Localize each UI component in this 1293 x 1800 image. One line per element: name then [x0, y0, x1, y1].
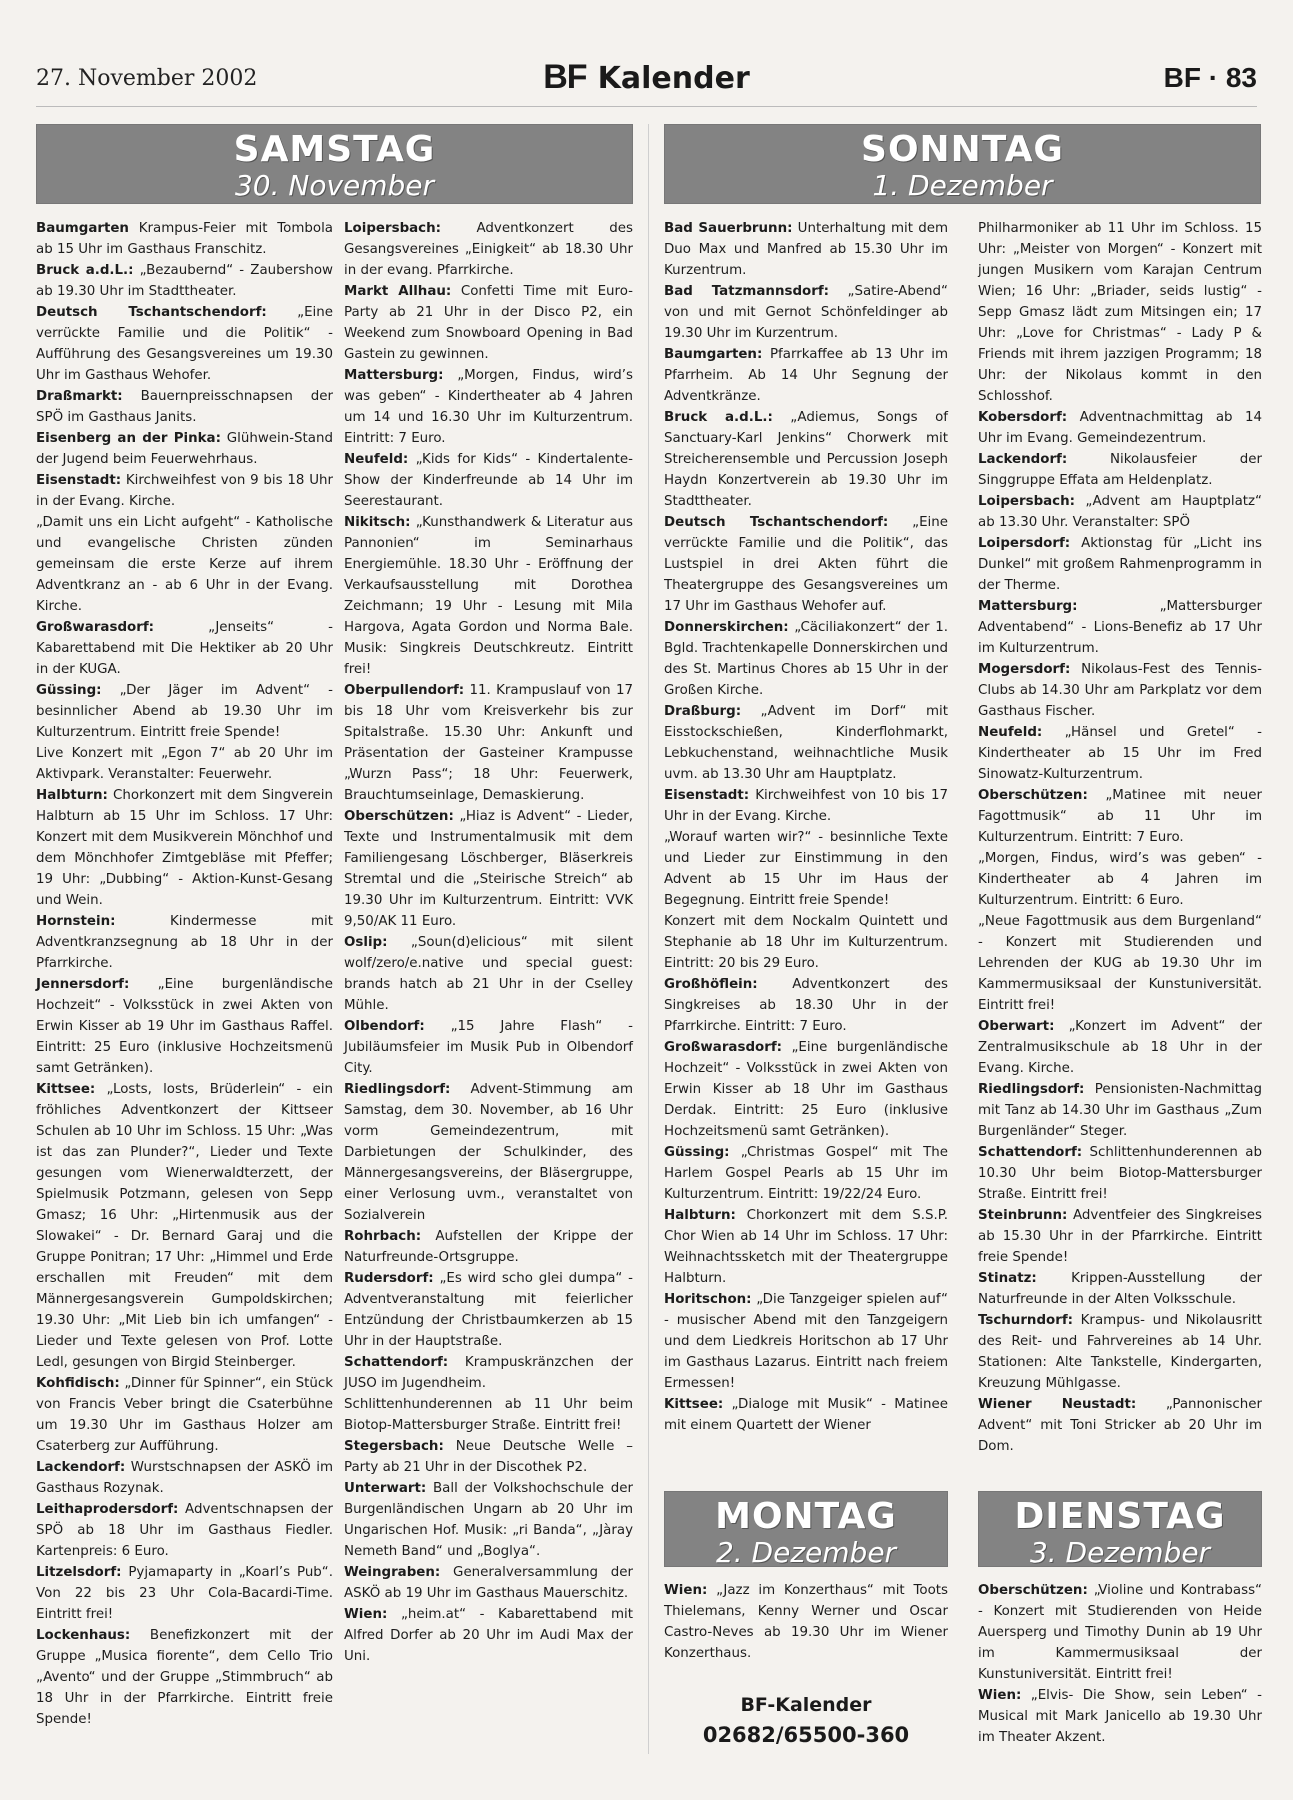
event-place: Oslip: [344, 935, 388, 950]
event-entry [36, 911, 333, 974]
banner-day: SAMSTAG [233, 129, 436, 170]
event-entry [978, 1394, 1262, 1457]
event-entry [344, 932, 633, 1016]
event-text: „15 Jahre Flash“ - Jubiläumsfeier im Musik Pub in Olbendorf City. [344, 1019, 633, 1076]
event-place: Steinbrunn: [978, 1208, 1068, 1223]
event-entry [344, 1352, 633, 1394]
event-entry [36, 428, 333, 470]
event-place: Oberschützen: [978, 1583, 1088, 1598]
event-place: Kittsee: [664, 1397, 724, 1412]
contact-box [664, 1690, 948, 1750]
event-text: „Dialoge mit Musik“ - Matinee mit einem Quartett der Wiener [664, 1397, 948, 1433]
event-place: Lockenhaus: [36, 1628, 131, 1643]
event-place: Hornstein: [36, 914, 116, 929]
event-place: Baumgarten: [664, 347, 763, 362]
event-text: „Jenseits“ - Kabarettabend mit Die Hektiker ab 20 Uhr in der KUGA. [36, 620, 333, 677]
event-entry [36, 1079, 333, 1373]
event-entry [36, 1373, 333, 1457]
event-place: Neufeld: [344, 452, 409, 467]
event-entry [36, 512, 333, 617]
section-title: Kalender [597, 61, 750, 96]
event-text: Schlittenhunderennen ab 11 Uhr beim Biotop-Mattersburger Straße. Eintritt frei! [344, 1397, 633, 1433]
event-entry [36, 785, 333, 911]
event-entry [344, 680, 633, 806]
event-text: Kirchweihfest von 10 bis 17 Uhr in der Evang. Kirche. [664, 788, 948, 824]
event-text: Kirchweihfest von 9 bis 18 Uhr in der Evang. Kirche. [36, 473, 333, 509]
event-entry [664, 512, 948, 617]
event-entry [978, 785, 1262, 848]
event-place: Schattendorf: [978, 1145, 1083, 1160]
event-place: Draßmarkt: [36, 389, 123, 404]
event-text: „Advent am Hauptplatz“ ab 13.30 Uhr. Veranstalter: SPÖ [978, 494, 1262, 530]
banner-dienstag [978, 1491, 1262, 1567]
event-entry [36, 218, 333, 260]
event-entry [978, 533, 1262, 596]
event-text: Philharmoniker ab 11 Uhr im Schloss. 15 Uhr: „Meister von Morgen“ - Konzert mit jungen Musikern vom Karajan Centrum Wien; 16 Uhr: „Briader, seids lustig“ - Sepp Gmasz lädt zum Mitsingen ein; 17 Uhr: „Love for Christmas“ - Lady P & Friends mit ihrem jazzigen Programm; 18 Uhr: der Nikolaus kommt in den Schlosshof. [978, 221, 1262, 404]
event-entry [664, 701, 948, 785]
event-place: Kohfidisch: [36, 1376, 120, 1391]
event-entry [978, 1016, 1262, 1079]
event-text: Nikolaus-Fest des Tennis-Clubs ab 14.30 Uhr am Parkplatz vor dem Gasthaus Fischer. [978, 662, 1262, 719]
event-entry [664, 1205, 948, 1289]
event-entry [978, 596, 1262, 659]
event-text: Unterhaltung mit dem Duo Max und Manfred ab 15.30 Uhr im Kurzentrum. [664, 221, 948, 278]
event-text: Pensionisten-Nachmittag mit Tanz ab 14.30 Uhr im Gasthaus „Zum Burgenländer“ Steger. [978, 1082, 1262, 1139]
event-entry [344, 512, 633, 680]
event-entry [978, 1685, 1262, 1748]
event-entry [664, 911, 948, 974]
event-place: Jennersdorf: [36, 977, 130, 992]
event-entry [344, 449, 633, 512]
event-entry [664, 344, 948, 407]
event-place: Großhöflein: [664, 977, 758, 992]
event-place: Leithaprodersdorf: [36, 1502, 179, 1517]
event-entry [978, 1205, 1262, 1268]
event-entry [978, 449, 1262, 491]
event-entry [344, 1394, 633, 1436]
event-entry [36, 1562, 333, 1625]
event-place: Horitschon: [664, 1292, 752, 1307]
event-text: „Bezaubernd“ - Zaubershow ab 19.30 Uhr im Stadttheater. [36, 263, 333, 299]
event-text: Pyjamaparty in „Koarl’s Pub“. Von 22 bis 23 Uhr Cola-Bacardi-Time. Eintritt frei! [36, 1565, 333, 1622]
event-entry [664, 1289, 948, 1394]
event-text: „Dinner für Spinner“, ein Stück von Francis Veber bringt die Csaterbühne um 19.30 Uhr im Gasthaus Holzer am Csaterberg zur Aufführung. [36, 1376, 333, 1454]
event-entry [36, 470, 333, 512]
banner-day: DIENSTAG [1014, 1496, 1226, 1537]
event-place: Donnerskirchen: [664, 620, 789, 635]
event-text: Krippen-Ausstellung der Naturfreunde in der Alten Volksschule. [978, 1271, 1262, 1307]
header-rule [36, 106, 1257, 107]
event-text: Advent-Stimmung am Samstag, dem 30. November, ab 16 Uhr vorm Gemeindezentrum, mit Darbietungen der Schulkinder, des Männergesangsvereins, der Bläsergruppe, einer Verlosung uvm., veranstaltet von Sozialverein [344, 1082, 633, 1223]
event-text: „Satire-Abend“ von und mit Gernot Schönfeldinger ab 19.30 Uhr im Kurzentrum. [664, 284, 948, 341]
column-montag [664, 1580, 948, 1664]
event-text: „Jazz im Konzerthaus“ mit Toots Thielemans, Kenny Werner und Oscar Castro-Neves ab 19.30 Uhr im Wiener Konzerthaus. [664, 1583, 948, 1661]
event-place: Halbturn: [664, 1208, 736, 1223]
event-place: Wien: [978, 1688, 1022, 1703]
event-entry [978, 1268, 1262, 1310]
event-entry [36, 260, 333, 302]
event-entry [664, 785, 948, 827]
event-text: „Mattersburger Adventabend“ - Lions-Benefiz ab 17 Uhr im Kulturzentrum. [978, 599, 1262, 656]
banner-date: 30. November [234, 169, 435, 202]
event-entry [664, 827, 948, 911]
event-place: Wien: [664, 1583, 708, 1598]
event-text: Chorkonzert mit dem Singverein Halbturn ab 15 Uhr im Schloss. 17 Uhr: Konzert mit dem Musikverein Mönchhof und dem Mönchhofer Zimtgebläse mit Pfeffer; 19 Uhr: „Dubbing“ - Aktion-Kunst-Gesang und Wein. [36, 788, 333, 908]
banner-sonntag [664, 124, 1261, 204]
event-place: Deutsch Tschantschendorf: [36, 305, 267, 320]
event-text: Adventkonzert des Gesangsvereines „Einigkeit“ ab 18.30 Uhr in der evang. Pfarrkirche. [344, 221, 633, 278]
event-text: Glühwein-Stand der Jugend beim Feuerwehrhaus. [36, 431, 333, 467]
event-place: Rohrbach: [344, 1229, 422, 1244]
event-place: Riedlingsdorf: [344, 1082, 451, 1097]
event-entry [978, 1580, 1262, 1685]
event-text: Krampuskränzchen der JUSO im Jugendheim. [344, 1355, 633, 1391]
event-text: „Der Jäger im Advent“ - besinnlicher Abend ab 19.30 Uhr im Kulturzentrum. Eintritt freie Spende! [36, 683, 333, 740]
column-samstag-2 [344, 218, 633, 1667]
event-entry [344, 1226, 633, 1268]
event-place: Loipersdorf: [978, 536, 1071, 551]
event-place: Mogersdorf: [978, 662, 1071, 677]
event-entry [344, 806, 633, 932]
event-text: „Soun(d)elicious“ mit silent wolf/zero/e.native und special guest: brands hatch ab 21 Uhr in der Cselley Mühle. [344, 935, 633, 1013]
event-entry [664, 281, 948, 344]
event-text: „Eine burgenländische Hochzeit“ - Volksstück in zwei Akten von Erwin Kisser ab 18 Uhr im Gasthaus Derdak. Eintritt: 25 Euro (inklusive Hochzeitsmenü samt Getränken). [664, 1040, 948, 1139]
event-entry [36, 1625, 333, 1730]
event-place: Markt Allhau: [344, 284, 452, 299]
event-text: „heim.at“ - Kabarettabend mit Alfred Dorfer ab 20 Uhr im Audi Max der Uni. [344, 1607, 633, 1664]
event-entry [36, 1457, 333, 1499]
event-entry [36, 302, 333, 386]
event-text: „Morgen, Findus, wird’s was geben“ - Kindertheater ab 4 Jahren im Kulturzentrum. Eintritt: 6 Euro. [978, 851, 1262, 908]
event-entry [664, 1580, 948, 1664]
event-place: Stinatz: [978, 1271, 1037, 1286]
event-entry [344, 1436, 633, 1478]
event-entry [344, 281, 633, 365]
event-entry [978, 722, 1262, 785]
event-text: Ball der Volkshochschule der Burgenländischen Ungarn ab 20 Uhr im Ungarischen Hof. Musik: „ri Banda“, „Jàray Nemeth Band“ und „Boglya“. [344, 1481, 633, 1559]
event-entry [36, 386, 333, 428]
event-place: Stegersbach: [344, 1439, 444, 1454]
event-text: „Hänsel und Gretel“ - Kindertheater ab 15 Uhr im Fred Sinowatz-Kulturzentrum. [978, 725, 1262, 782]
event-place: Tschurndorf: [978, 1313, 1074, 1328]
event-entry [664, 1037, 948, 1142]
event-text: „Eine verrückte Familie und die Politik“ - Aufführung des Gesangsvereines um 19.30 Uhr im Gasthaus Wehofer. [36, 305, 333, 383]
event-text: „Adiemus, Songs of Sanctuary-Karl Jenkins“ Chorwerk mit Streicherensemble und Percussion Joseph Haydn Konzertverein ab 19.30 Uhr im Stadttheater. [664, 410, 948, 509]
masthead [0, 58, 1293, 97]
banner-day: SONNTAG [861, 129, 1064, 170]
event-entry [978, 848, 1262, 911]
column-rule [648, 124, 649, 1754]
event-entry [978, 407, 1262, 449]
event-place: Eisenstadt: [36, 473, 122, 488]
event-place: Draßburg: [664, 704, 742, 719]
event-text: „Advent im Dorf“ mit Eisstockschießen, Kinderflohmarkt, Lebkuchenstand, weihnachtliche Musik uvm. ab 13.30 Uhr am Hauptplatz. [664, 704, 948, 782]
event-text: Aktionstag für „Licht ins Dunkel“ mit großem Rahmenprogramm in der Therme. [978, 536, 1262, 593]
column-sonntag-1 [664, 218, 948, 1436]
event-place: Oberpullendorf: [344, 683, 465, 698]
event-place: Wien: [344, 1607, 388, 1622]
event-text: Nikolausfeier der Singgruppe Effata am Heldenplatz. [978, 452, 1262, 488]
event-entry [664, 1394, 948, 1436]
banner-date: 1. Dezember [872, 169, 1053, 202]
event-place: Riedlingsdorf: [978, 1082, 1085, 1097]
event-text: „Morgen, Findus, wird’s was geben“ - Kindertheater ab 4 Jahren um 14 und 16.30 Uhr im Kulturzentrum. Eintritt: 7 Euro. [344, 368, 633, 446]
event-place: Neufeld: [978, 725, 1043, 740]
event-text: „Worauf warten wir?“ - besinnliche Texte und Lieder zur Einstimmung in den Advent ab 15 Uhr im Haus der Begegnung. Eintritt freie Spende! [664, 830, 948, 908]
event-entry [344, 1268, 633, 1352]
event-entry [978, 911, 1262, 1016]
contact-title: BF-Kalender [740, 1694, 872, 1716]
event-place: Halbturn: [36, 788, 108, 803]
event-entry [978, 1079, 1262, 1142]
event-entry [978, 491, 1262, 533]
event-text: Generalversammlung der ASKÖ ab 19 Uhr im Gasthaus Mauerschitz. [344, 1565, 633, 1601]
event-entry [978, 1142, 1262, 1205]
event-text: „Kids for Kids“ - Kindertalente-Show der Kinderfreunde ab 14 Uhr im Seerestaurant. [344, 452, 633, 509]
event-text: „Pannonischer Advent“ mit Toni Stricker ab 20 Uhr im Dom. [978, 1397, 1262, 1454]
event-entry [664, 407, 948, 512]
event-text: Confetti Time mit Euro-Party ab 21 Uhr in der Disco P2, ein Weekend zum Snowboard Opening in Bad Gastein zu gewinnen. [344, 284, 633, 362]
event-text: Wurstschnapsen der ASKÖ im Gasthaus Rozynak. [36, 1460, 333, 1496]
event-text: Benefizkonzert mit der Gruppe „Musica fiorente“, dem Cello Trio „Avento“ und der Gruppe „Stimmbruch“ ab 18 Uhr in der Pfarrkirche. Eintritt freie Spende! [36, 1628, 333, 1727]
issue-date: 27. November 2002 [36, 66, 258, 91]
column-samstag-1 [36, 218, 333, 1730]
event-text: Bauernpreisschnapsen der SPÖ im Gasthaus Janits. [36, 389, 333, 425]
page-number: BF · 83 [1163, 62, 1257, 93]
event-text: „Matinee mit neuer Fagottmusik“ ab 11 Uhr im Kulturzentrum. Eintritt: 7 Euro. [978, 788, 1262, 845]
brand-logo: BF [543, 58, 587, 96]
event-text: „Christmas Gospel“ mit The Harlem Gospel Pearls ab 15 Uhr im Kulturzentrum. Eintritt: 19/22/24 Euro. [664, 1145, 948, 1202]
banner-date: 3. Dezember [1029, 1536, 1211, 1569]
column-dienstag [978, 1580, 1262, 1748]
event-place: Bruck a.d.L.: [36, 263, 134, 278]
event-text: Krampus- und Nikolausritt des Reit- und Fahrvereines ab 14 Uhr. Stationen: Alte Tankstelle, Kindergarten, Kreuzung Mühlgasse. [978, 1313, 1262, 1391]
event-place: Wiener Neustadt: [978, 1397, 1137, 1412]
event-entry [344, 365, 633, 449]
event-place: Loipersbach: [344, 221, 442, 236]
event-place: Baumgarten [36, 221, 129, 236]
event-place: Bad Sauerbrunn: [664, 221, 793, 236]
event-text: Konzert mit dem Nockalm Quintett und Stephanie ab 18 Uhr im Kulturzentrum. Eintritt: 20 bis 29 Euro. [664, 914, 948, 971]
event-place: Nikitsch: [344, 515, 411, 530]
event-text: Schlittenhunderennen ab 10.30 Uhr beim Biotop-Mattersburger Straße. Eintritt frei! [978, 1145, 1262, 1202]
event-place: Güssing: [664, 1145, 730, 1160]
event-entry [344, 1562, 633, 1604]
event-text: „Die Tanzgeiger spielen auf“ - musischer Abend mit den Tanzgeigern und dem Liedkreis Horitschon ab 17 Uhr im Gasthaus Lazarus. Eintritt nach freiem Ermessen! [664, 1292, 948, 1391]
event-place: Lackendorf: [978, 452, 1068, 467]
event-place: Litzelsdorf: [36, 1565, 122, 1580]
event-text: „Losts, losts, Brüderlein“ - ein fröhliches Adventkonzert der Kittseer Schulen ab 10 Uhr im Schloss. 15 Uhr: „Was ist das zan Plunder?“, Lieder und Texte gesungen vom Wienerwaldterzett, der Spielmusik Potzmann, gelesen von Sepp Gmasz; 16 Uhr: „Hirtenmusik aus der Slowakei“ - Dr. Bernard Garaj und die Gruppe Ponitran; 17 Uhr: „Himmel und Erde erschallen mit Freuden“ mit dem Männergesangsverein Gumpoldskirchen; 19.30 Uhr: „Mit Lieb bin ich umfangen“ - Lieder und Texte gelesen von Prof. Lotte Ledl, gesungen von Birgid Steinberger. [36, 1082, 333, 1370]
event-entry [36, 974, 333, 1079]
event-text: Aufstellen der Krippe der Naturfreunde-Ortsgruppe. [344, 1229, 633, 1265]
event-place: Großwarasdorf: [36, 620, 155, 635]
event-text: „Elvis- Die Show, sein Leben“ - Musical mit Mark Janicello ab 19.30 Uhr im Theater Akzent. [978, 1688, 1262, 1745]
event-place: Lackendorf: [36, 1460, 126, 1475]
event-place: Mattersburg: [978, 599, 1078, 614]
event-text: „Neue Fagottmusik aus dem Burgenland“ - Konzert mit Studierenden und Lehrenden der KUG ab 19.30 Uhr im Kammermusiksaal der Kunstuniversität. Eintritt frei! [978, 914, 1262, 1013]
event-entry [344, 1478, 633, 1562]
event-text: „Es wird scho glei dumpa“ - Adventveranstaltung mit feierlicher Entzündung der Christbaumkerzen ab 15 Uhr in der Hauptstraße. [344, 1271, 633, 1349]
event-text: Chorkonzert mit dem S.S.P. Chor Wien ab 14 Uhr im Schloss. 17 Uhr: Weihnachtssketch mit der Theatergruppe Halbturn. [664, 1208, 948, 1286]
event-text: „Konzert im Advent“ der Zentralmusikschule ab 18 Uhr in der Evang. Kirche. [978, 1019, 1262, 1076]
event-text: Adventschnapsen der SPÖ ab 18 Uhr im Gasthaus Fiedler. Kartenpreis: 6 Euro. [36, 1502, 333, 1559]
event-place: Eisenstadt: [664, 788, 750, 803]
event-text: „Violine und Kontrabass“ - Konzert mit Studierenden von Heide Auersperg und Timothy Dunin ab 19 Uhr im Kammermusiksaal der Kunstuniversität. Eintritt frei! [978, 1583, 1262, 1682]
event-entry [344, 1079, 633, 1226]
event-entry [978, 659, 1262, 722]
event-place: Kittsee: [36, 1082, 96, 1097]
event-entry [664, 1142, 948, 1205]
contact-phone: 02682/65500-360 [702, 1723, 910, 1747]
event-place: Olbendorf: [344, 1019, 425, 1034]
event-text: Kindermesse mit Adventkranzsegnung ab 18 Uhr in der Pfarrkirche. [36, 914, 333, 971]
event-text: „Damit uns ein Licht aufgeht“ - Katholische und evangelische Christen zünden gemeinsam die erste Kerze auf ihrem Adventkranz an - ab 6 Uhr in der Evang. Kirche. [36, 515, 333, 614]
event-text: „Eine burgenländische Hochzeit“ - Volksstück in zwei Akten von Erwin Kisser ab 19 Uhr im Gasthaus Raffel. Eintritt: 25 Euro (inklusive Hochzeitsmenü samt Getränken). [36, 977, 333, 1076]
event-entry [36, 743, 333, 785]
event-place: Bad Tatzmannsdorf: [664, 284, 830, 299]
event-entry [344, 1604, 633, 1667]
banner-day: MONTAG [715, 1496, 897, 1537]
event-text: Adventnachmittag ab 14 Uhr im Evang. Gemeindezentrum. [978, 410, 1262, 446]
event-text: 11. Krampuslauf von 17 bis 18 Uhr vom Kreisverkehr bis zur Spitalstraße. 15.30 Uhr: Ankunft und Präsentation der Gasteiner Krampusse „Wurzn Pass“; 18 Uhr: Feuerwerk, Brauchtumseinlage, Demaskierung. [344, 683, 633, 803]
event-place: Loipersbach: [978, 494, 1076, 509]
event-place: Oberschützen: [344, 809, 454, 824]
event-place: Oberwart: [978, 1019, 1055, 1034]
event-text: „Eine verrückte Familie und die Politik“, das Lustspiel in drei Akten führt die Theatergruppe des Gesangsvereines um 17 Uhr im Gasthaus Wehofer auf. [664, 515, 948, 614]
event-place: Mattersburg: [344, 368, 444, 383]
event-text: „Cäciliakonzert“ der 1. Bgld. Trachtenkapelle Donnerskirchen und des St. Martinus Chores ab 15 Uhr in der Großen Kirche. [664, 620, 948, 698]
event-place: Bruck a.d.L.: [664, 410, 773, 425]
event-text: „Kunsthandwerk & Literatur aus Pannonien“ im Seminarhaus Energiemühle. 18.30 Uhr - Eröffnung der Verkaufsausstellung mit Dorothea Zeichmann; 19 Uhr - Lesung mit Mila Hargova, Agata Gordon und Norma Bale. Musik: Singkreis Deutschkreutz. Eintritt frei! [344, 515, 633, 677]
event-entry [36, 617, 333, 680]
event-text: Pfarrkaffee ab 13 Uhr im Pfarrheim. Ab 14 Uhr Segnung der Adventkränze. [664, 347, 948, 404]
event-place: Güssing: [36, 683, 102, 698]
event-place: Deutsch Tschantschendorf: [664, 515, 889, 530]
event-text: Live Konzert mit „Egon 7“ ab 20 Uhr im Aktivpark. Veranstalter: Feuerwehr. [36, 746, 333, 782]
event-place: Weingraben: [344, 1565, 441, 1580]
event-entry [978, 218, 1262, 407]
event-text: Krampus-Feier mit Tombola ab 15 Uhr im Gasthaus Franschitz. [36, 221, 333, 257]
event-place: Schattendorf: [344, 1355, 449, 1370]
event-entry [664, 218, 948, 281]
event-entry [36, 680, 333, 743]
column-sonntag-2 [978, 218, 1262, 1457]
event-text: „Hiaz is Advent“ - Lieder, Texte und Instrumentalmusik mit dem Familiengesang Löschberger, Bläserkreis Stremtal und die „Steirische Streich“ ab 19.30 Uhr im Kulturzentrum. Eintritt: VVK 9,50/AK 11 Euro. [344, 809, 633, 929]
event-entry [344, 1016, 633, 1079]
event-entry [978, 1310, 1262, 1394]
event-text: Adventkonzert des Singkreises ab 18.30 Uhr in der Pfarrkirche. Eintritt: 7 Euro. [664, 977, 948, 1034]
event-place: Rudersdorf: [344, 1271, 434, 1286]
event-text: Adventfeier des Singkreises ab 15.30 Uhr in der Pfarrkirche. Eintritt freie Spende! [978, 1208, 1262, 1265]
event-entry [36, 1499, 333, 1562]
banner-montag [664, 1491, 948, 1567]
event-place: Unterwart: [344, 1481, 427, 1496]
event-place: Eisenberg an der Pinka: [36, 431, 221, 446]
banner-samstag [36, 124, 633, 204]
event-place: Großwarasdorf: [664, 1040, 783, 1055]
event-text: Neue Deutsche Welle – Party ab 21 Uhr in der Discothek P2. [344, 1439, 633, 1475]
event-entry [664, 974, 948, 1037]
event-place: Kobersdorf: [978, 410, 1068, 425]
event-entry [664, 617, 948, 701]
banner-date: 2. Dezember [715, 1536, 897, 1569]
event-place: Oberschützen: [978, 788, 1088, 803]
event-entry [344, 218, 633, 281]
